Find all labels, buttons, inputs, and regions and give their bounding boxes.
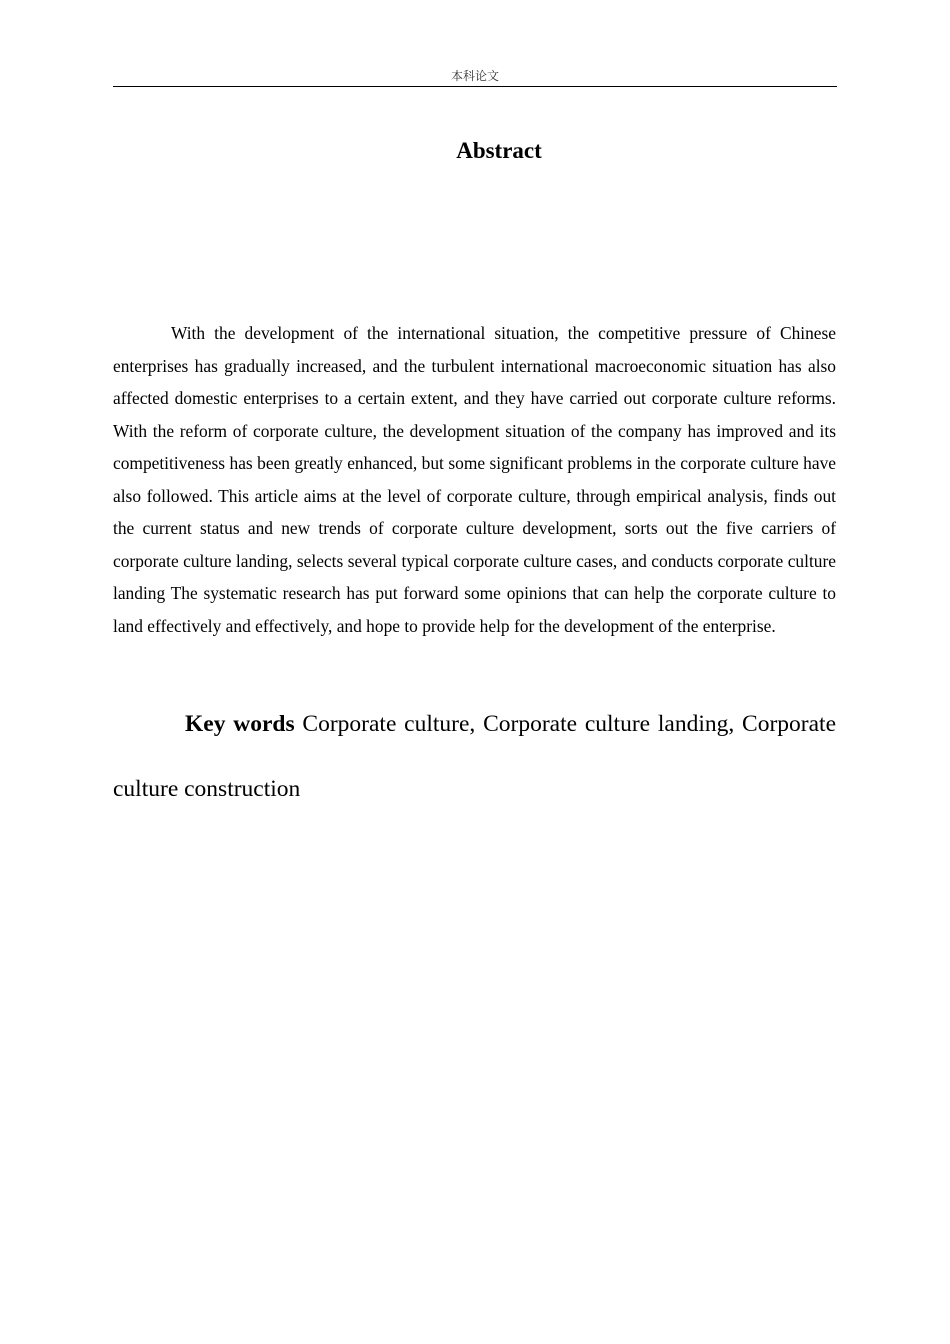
abstract-body: With the development of the international situation, the competitive pressure of Chinese enterprises has gradually increased, and the turbulent international macroeconomic situation has also affected domestic enterprises to a certain extent, and they have carried out corporate culture reforms. With the reform of corporate culture, the development situation of the company has improved and its competitiveness has been greatly enhanced, but some significant problems in the corporate culture have also followed. This article aims at the level of corporate culture, through empirical analysis, finds out the current status and new trends of corporate culture development, sorts out the five carriers of corporate culture landing, selects several typical corporate culture cases, and conducts corporate culture landing The systematic research has put forward some opinions that can help the corporate culture to land effectively and effectively, and hope to provide help for the development of the enterprise. — [113, 323, 836, 636]
keywords-paragraph — [113, 692, 836, 822]
keywords-label: Key words — [185, 711, 295, 737]
abstract-title: Abstract — [456, 138, 542, 163]
header-text: 本科论文 — [450, 69, 499, 83]
keywords-text: Corporate culture, Corporate culture landing, Corporate culture construction — [113, 711, 837, 802]
page-header — [113, 66, 837, 87]
